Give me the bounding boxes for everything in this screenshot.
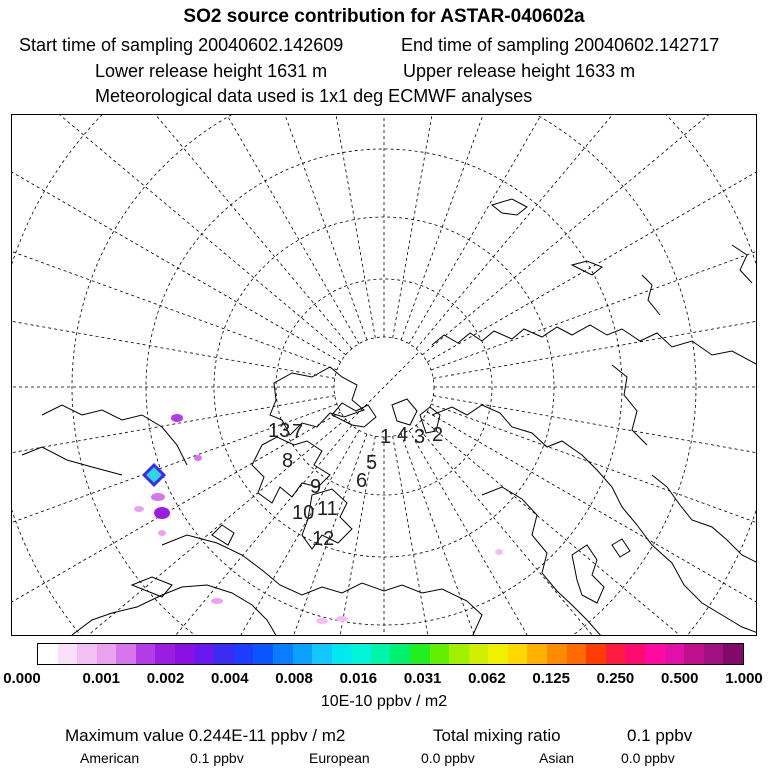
meridian-line xyxy=(228,436,376,636)
meridian-line xyxy=(422,115,757,355)
colorbar-segment xyxy=(527,644,547,664)
trajectory-label: 12 xyxy=(312,528,335,550)
plume-cell xyxy=(194,455,202,461)
meridian-line xyxy=(12,231,335,379)
colorbar-segment xyxy=(390,644,410,664)
meridian-line xyxy=(401,434,692,636)
meridian-line xyxy=(76,115,367,340)
colorbar-tick-label: 0.002 xyxy=(146,670,185,687)
trajectory-label: 13 xyxy=(268,420,291,442)
colorbar-tick-label: 0.016 xyxy=(339,670,378,687)
trajectory-label: 5 xyxy=(366,452,378,474)
colorbar-tick-label: 0.001 xyxy=(82,670,121,687)
lat-lon-grid xyxy=(12,115,757,636)
colorbar-segment xyxy=(469,644,489,664)
meridian-line xyxy=(12,412,341,636)
colorbar-tick-label: 0.062 xyxy=(468,670,506,687)
map-title: SO2 source contribution for ASTAR-040602a xyxy=(183,6,585,27)
meridian-line xyxy=(433,396,757,544)
colorbar-tick-label: 0.125 xyxy=(532,670,570,687)
plume-cell xyxy=(211,598,223,604)
start-time-label: Start time of sampling 20040602.142609 xyxy=(19,35,344,55)
plume-cell xyxy=(316,618,328,624)
american-label: American xyxy=(80,750,140,766)
colorbar-segment xyxy=(410,644,430,664)
colorbar-segment xyxy=(371,644,391,664)
colorbar-segment xyxy=(567,644,587,664)
trajectory-label: 7 xyxy=(292,421,304,443)
meridian-line xyxy=(427,115,757,362)
colorbar-segment xyxy=(97,644,117,664)
colorbar-tick-label: 0.250 xyxy=(596,670,635,687)
asian-value: 0.0 ppbv xyxy=(621,750,675,766)
plume-cell xyxy=(154,507,170,519)
back-trajectory-day-labels xyxy=(268,420,443,550)
colorbar-segment xyxy=(293,644,313,664)
colorbar-segment xyxy=(508,644,528,664)
european-label: European xyxy=(309,750,370,766)
colorbar-segment xyxy=(38,644,58,664)
colorbar xyxy=(37,643,744,665)
trajectory-label: 2 xyxy=(432,424,444,446)
meridian-line xyxy=(401,115,692,340)
meridian-line xyxy=(12,115,359,344)
trajectory-label: 1 xyxy=(380,426,392,448)
polar-map xyxy=(11,114,757,636)
colorbar-unit: 10E-10 ppbv / m2 xyxy=(320,693,448,710)
trajectory-label: 8 xyxy=(282,450,294,472)
plume-cell xyxy=(336,616,348,622)
colorbar-tick-label: 0.000 xyxy=(3,670,41,687)
meridian-line xyxy=(12,419,346,636)
plume-cell xyxy=(158,530,166,536)
trajectory-label: 11 xyxy=(317,498,338,520)
colorbar-segment xyxy=(77,644,97,664)
meridian-line xyxy=(12,115,346,355)
meridian-line xyxy=(433,231,757,379)
end-time-label: End time of sampling 20040602.142717 xyxy=(401,35,720,55)
colorbar-segment xyxy=(332,644,352,664)
plume-cell xyxy=(134,506,144,512)
colorbar-segment xyxy=(195,644,215,664)
total-mixing-value: 0.1 ppbv xyxy=(627,726,693,745)
colorbar-segment xyxy=(116,644,136,664)
upper-height-label: Upper release height 1633 m xyxy=(403,61,636,81)
colorbar-segment xyxy=(684,644,704,664)
colorbar-segment xyxy=(155,644,175,664)
meridian-line xyxy=(393,436,541,636)
meridian-line xyxy=(228,115,376,338)
colorbar-tick-label: 0.500 xyxy=(660,670,699,687)
meridian-line xyxy=(427,412,757,636)
plume-cell xyxy=(151,493,165,501)
colorbar-segment xyxy=(606,644,626,664)
trajectory-label: 10 xyxy=(292,502,315,524)
colorbar-segment xyxy=(214,644,234,664)
colorbar-segment xyxy=(586,644,606,664)
colorbar-tick-label: 0.031 xyxy=(403,670,442,687)
colorbar-segment xyxy=(58,644,78,664)
trajectory-label: 6 xyxy=(356,470,368,492)
colorbar-segment xyxy=(665,644,685,664)
colorbar-tick-label: 0.008 xyxy=(275,670,313,687)
colorbar-segment xyxy=(449,644,469,664)
meridian-line xyxy=(416,115,757,349)
colorbar-segment xyxy=(273,644,293,664)
max-value-label: Maximum value 0.244E-11 ppbv / m2 xyxy=(65,726,346,745)
asian-label: Asian xyxy=(539,750,575,766)
colorbar-tick-label: 1.000 xyxy=(725,670,763,687)
colorbar-segment xyxy=(625,644,645,664)
plume-cell xyxy=(495,549,503,555)
colorbar-segment xyxy=(136,644,156,664)
colorbar-segment xyxy=(488,644,508,664)
colorbar-segment xyxy=(723,644,743,664)
colorbar-segment xyxy=(351,644,371,664)
trajectory-label: 3 xyxy=(414,426,426,448)
colorbar-segment xyxy=(645,644,665,664)
meridian-line xyxy=(393,115,541,338)
trajectory-label: 4 xyxy=(397,424,409,446)
meridian-line xyxy=(422,419,757,636)
plume-cell xyxy=(171,414,183,422)
total-mixing-label: Total mixing ratio xyxy=(433,726,561,745)
colorbar-segment xyxy=(312,644,332,664)
colorbar-segment xyxy=(547,644,567,664)
colorbar-segment xyxy=(234,644,254,664)
colorbar-segment xyxy=(704,644,724,664)
colorbar-segment xyxy=(430,644,450,664)
lower-height-label: Lower release height 1631 m xyxy=(95,61,328,81)
colorbar-tick-label: 0.004 xyxy=(211,670,249,687)
coastlines xyxy=(22,199,757,636)
polar-stereographic-projection xyxy=(12,115,757,636)
american-value: 0.1 ppbv xyxy=(190,750,244,766)
trajectory-label: 9 xyxy=(310,476,322,498)
european-value: 0.0 ppbv xyxy=(421,750,475,766)
meridian-line xyxy=(12,115,341,362)
colorbar-segment xyxy=(175,644,195,664)
met-data-label: Meteorological data used is 1x1 deg ECMWF analyses xyxy=(95,86,533,106)
colorbar-segment xyxy=(253,644,273,664)
